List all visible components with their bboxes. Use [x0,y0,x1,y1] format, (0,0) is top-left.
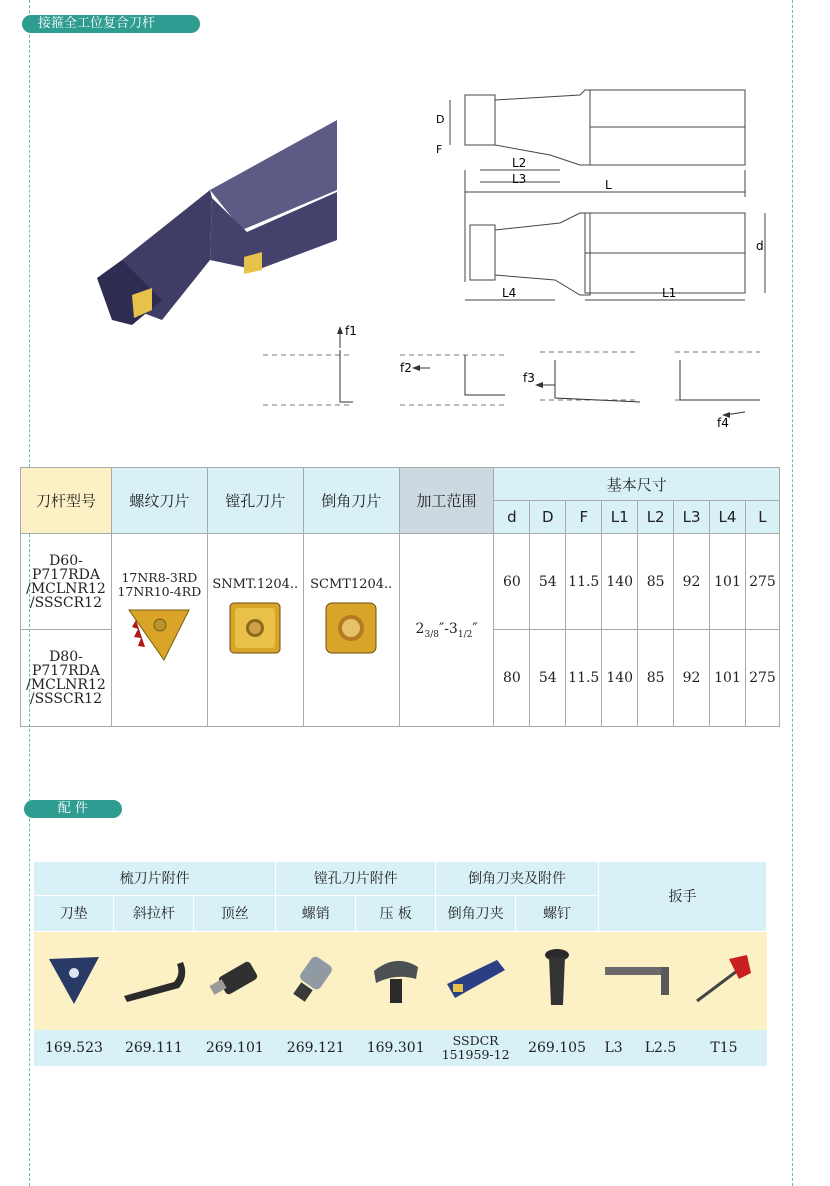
chamfer-holder-icon [443,954,509,1004]
code-chamfer-holder: SSDCR 151959-12 [436,1030,516,1066]
boring-insert-icon [227,600,283,656]
feed-label-f3: f3 [523,371,535,385]
thread-insert-cell: 17NR8-3RD 17NR10-4RD [111,534,207,727]
pull-rod-image [114,931,194,1030]
item-clamp: 压 板 [356,895,436,931]
dim-cell: 101 [710,534,746,630]
torx-key-icon [689,949,759,1009]
feed-direction-diagram [255,320,775,430]
group-chamfer-accessories: 倒角刀夹及附件 [436,862,599,895]
item-shim: 刀垫 [34,895,114,931]
thread-insert-icon [124,605,194,665]
group-boring-accessories: 镗孔刀片附件 [276,862,436,895]
dim-cell: 80 [494,630,530,727]
screw-pin-image [276,931,356,1030]
dim-header: L2 [638,501,674,534]
clamp-icon [366,949,426,1009]
spec-table [20,467,780,727]
group-wrench: 扳手 [599,862,767,931]
holder-model-cell: D80-P717RDA /MCLNR12 /SSSCR12 [21,630,112,727]
chamfer-insert-icon [323,600,379,656]
set-screw-icon [205,954,265,1004]
code-clamp: 169.301 [356,1030,436,1066]
dim-cell: 60 [494,534,530,630]
dim-header: L [745,501,779,534]
pull-rod-icon [119,954,189,1004]
item-set-screw: 顶丝 [194,895,276,931]
dim-cell: 92 [674,630,710,727]
holder-model-cell: D60-P717RDA /MCLNR12 /SSSCR12 [21,534,112,630]
shim-icon [44,949,104,1009]
dim-header: d [494,501,530,534]
screw-icon [537,947,577,1011]
set-screw-image [194,931,276,1030]
accessories-title: 配 件 [24,800,122,818]
chamfer-holder-image [436,931,516,1030]
col-holder-model: 刀杆型号 [21,468,112,534]
feed-label-f4: f4 [717,416,729,430]
code-shim: 169.523 [34,1030,114,1066]
dim-cell: 275 [745,630,779,727]
col-boring-insert: 镗孔刀片 [207,468,303,534]
dim-label-L1: L1 [662,286,677,300]
dim-cell: 85 [638,630,674,727]
col-chamfer-insert: 倒角刀片 [303,468,399,534]
dim-cell: 140 [602,534,638,630]
dim-cell: 275 [745,534,779,630]
code-screw-pin: 269.121 [276,1030,356,1066]
dim-label-L3: L3 [512,172,527,186]
item-pull-rod: 斜拉杆 [114,895,194,931]
dim-label-D: D [436,113,445,126]
item-screw-pin: 螺销 [276,895,356,931]
dim-header: L1 [602,501,638,534]
screw-image [516,931,599,1030]
torx-key-image [681,931,766,1030]
dim-label-F: F [436,143,443,156]
shim-image [34,931,114,1030]
col-basic-dims: 基本尺寸 [494,468,780,501]
boring-insert-cell: SNMT.1204.. [207,534,303,727]
feed-label-f1: f1 [345,324,357,338]
dim-cell: 54 [530,534,566,630]
dim-cell: 101 [710,630,746,727]
dim-label-d: d [756,239,764,253]
tool-technical-drawing [430,85,780,310]
range-cell: $2_{3/8}''-3_{1/2}''$ [399,534,494,727]
dim-cell: 85 [638,534,674,630]
col-thread-insert: 螺纹刀片 [111,468,207,534]
dim-header: L3 [674,501,710,534]
dim-label-L4: L4 [502,286,517,300]
code-torx-key: T15 [681,1030,766,1066]
dim-header: L4 [710,501,746,534]
col-range: 加工范围 [399,468,494,534]
dim-cell: 11.5 [566,630,602,727]
screw-pin-icon [286,951,346,1006]
dim-label-L: L [605,178,612,192]
page-title: 接箍全工位复合刀杆 [22,15,200,33]
item-chamfer-holder: 倒角刀夹 [436,895,516,931]
group-thread-accessories: 梳刀片附件 [34,862,276,895]
tool-3d-image [92,120,342,335]
clamp-image [356,931,436,1030]
dim-header: D [530,501,566,534]
code-set-screw: 269.101 [194,1030,276,1066]
code-screw: 269.105 [516,1030,599,1066]
dim-cell: 54 [530,630,566,727]
code-hex-keys: L3 L2.5 [599,1030,682,1066]
accessories-table [34,862,767,1066]
item-screw: 螺钉 [516,895,599,931]
table-row [21,534,780,630]
hex-key-icon [601,959,679,999]
dim-cell: 92 [674,534,710,630]
dim-header: F [566,501,602,534]
dim-cell: 11.5 [566,534,602,630]
chamfer-insert-cell: SCMT1204.. [303,534,399,727]
dim-cell: 140 [602,630,638,727]
right-guide-line [792,0,793,1186]
code-pull-rod: 269.111 [114,1030,194,1066]
dim-label-L2: L2 [512,156,527,170]
feed-label-f2: f2 [400,361,412,375]
hex-key-image [599,931,682,1030]
